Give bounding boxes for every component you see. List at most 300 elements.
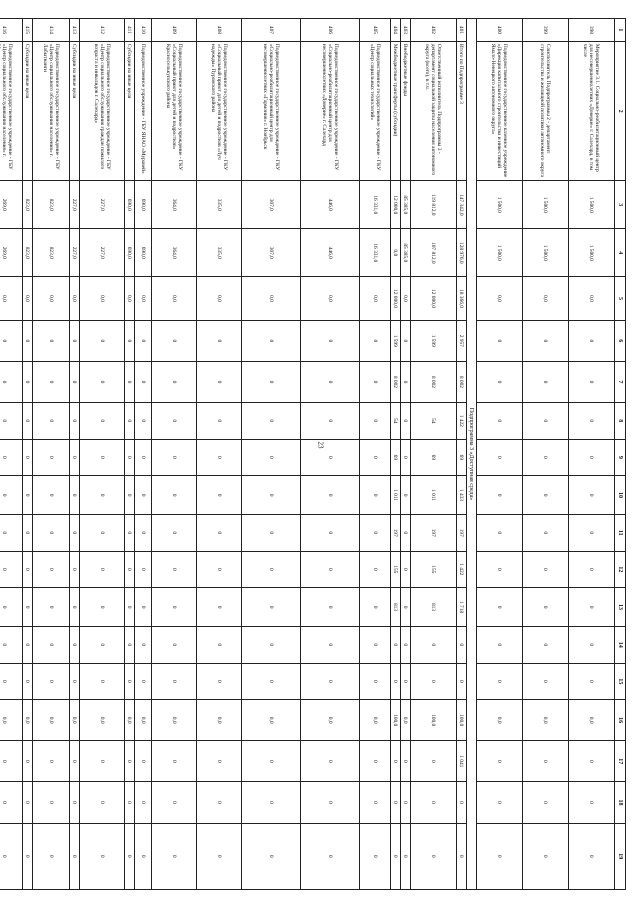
- table-cell: 0: [125, 663, 135, 700]
- row-name: Межбюджетные трансферты (субсидии): [391, 41, 401, 180]
- row-name: Подведомственное государственное казенное учреждение «Дирекция капитального строительства и инвестиций Ямало-Ненецкого автономного округа»: [477, 41, 523, 180]
- table-cell: 0: [477, 741, 523, 782]
- table-row: [135, 19, 152, 890]
- table-cell: 0: [33, 476, 70, 515]
- table-cell: 0: [23, 403, 33, 440]
- table-cell: 0: [125, 439, 135, 476]
- table-cell: 0: [301, 361, 360, 402]
- table-cell: 0: [569, 823, 615, 889]
- table-cell: 823,0: [23, 229, 33, 277]
- table-cell: 227,0: [80, 181, 125, 229]
- table-cell: 0,0: [391, 229, 401, 277]
- table-cell: 0: [33, 551, 70, 588]
- row-number: 413: [70, 19, 80, 42]
- table-cell: 0: [70, 588, 80, 627]
- table-cell: 0: [569, 361, 615, 402]
- column-number: 2: [615, 41, 626, 180]
- table-cell: 197: [457, 514, 467, 551]
- table-row: [401, 19, 411, 890]
- table-cell: 0: [0, 663, 23, 700]
- table-cell: 0: [23, 782, 33, 823]
- table-cell: 1 500,0: [523, 181, 569, 229]
- table-cell: 0: [197, 361, 242, 402]
- table-cell: 0: [135, 476, 152, 515]
- table-cell: 0: [152, 476, 197, 515]
- table-cell: 446,0: [301, 229, 360, 277]
- table-cell: 0: [477, 626, 523, 663]
- table-cell: 0: [457, 823, 467, 889]
- table-cell: 0: [401, 514, 411, 551]
- table-cell: 0: [135, 823, 152, 889]
- table-cell: 364,0: [152, 181, 197, 229]
- table-row: [70, 19, 80, 890]
- table-cell: 0: [23, 476, 33, 515]
- table-cell: 0,0: [301, 700, 360, 741]
- table-cell: 8 002: [411, 361, 457, 402]
- table-cell: 0: [360, 361, 391, 402]
- table-cell: 0: [401, 476, 411, 515]
- table-cell: 0: [80, 626, 125, 663]
- table-cell: 335,0: [197, 229, 242, 277]
- table-row: [23, 19, 33, 890]
- table-cell: 0: [70, 823, 80, 889]
- table-cell: 0: [569, 626, 615, 663]
- table-cell: 85 385,0: [401, 229, 411, 277]
- table-cell: 0: [457, 626, 467, 663]
- table-cell: 0: [197, 741, 242, 782]
- rotated-sheet: [1, 18, 626, 890]
- table-cell: 0: [477, 588, 523, 627]
- table-cell: 0: [33, 782, 70, 823]
- table-cell: 0,0: [0, 277, 23, 320]
- table-row: [523, 19, 569, 890]
- table-cell: 0: [135, 626, 152, 663]
- table-cell: 0: [0, 403, 23, 440]
- table-cell: 0,0: [569, 277, 615, 320]
- table-cell: 0: [301, 320, 360, 361]
- table-cell: 12 000,0: [411, 277, 457, 320]
- table-cell: 227,0: [70, 229, 80, 277]
- table-cell: 0: [197, 476, 242, 515]
- table-cell: 0: [152, 663, 197, 700]
- subprogram-title: Подпрограмма 3 «Доступная среда»: [467, 19, 477, 890]
- table-cell: 0: [242, 361, 301, 402]
- table-cell: 100,0: [457, 700, 467, 741]
- table-cell: 0,0: [33, 700, 70, 741]
- row-number: 414: [33, 19, 70, 42]
- table-cell: 197: [391, 514, 401, 551]
- table-cell: 813: [391, 588, 401, 627]
- row-number: 399: [523, 19, 569, 42]
- table-cell: 119 812,0: [411, 181, 457, 229]
- row-name: Субсидии на иные цели: [23, 41, 33, 180]
- row-name: Субсидии на иные цели: [125, 41, 135, 180]
- table-cell: 69: [411, 439, 457, 476]
- table-cell: 0: [152, 361, 197, 402]
- table-cell: 0: [401, 361, 411, 402]
- table-cell: 0: [401, 782, 411, 823]
- table-cell: 0: [523, 782, 569, 823]
- table-row: [411, 19, 457, 890]
- table-cell: 54: [391, 403, 401, 440]
- table-cell: 0: [401, 403, 411, 440]
- column-number: 16: [615, 700, 626, 741]
- table-cell: 0: [33, 741, 70, 782]
- table-cell: 0: [477, 439, 523, 476]
- column-number: 5: [615, 277, 626, 320]
- table-cell: 0: [197, 823, 242, 889]
- table-cell: 0: [242, 320, 301, 361]
- table-cell: 690,0: [125, 181, 135, 229]
- table-cell: 0: [152, 320, 197, 361]
- table-cell: 0: [152, 514, 197, 551]
- table-cell: 0: [360, 514, 391, 551]
- table-cell: 0: [23, 551, 33, 588]
- table-cell: 85 385,0: [401, 181, 411, 229]
- table-cell: 364,0: [152, 229, 197, 277]
- table-cell: 147 342,0: [457, 181, 467, 229]
- row-number: 404: [391, 19, 401, 42]
- table-cell: 813: [411, 588, 457, 627]
- table-cell: 0: [477, 823, 523, 889]
- table-cell: 0,0: [152, 277, 197, 320]
- table-cell: 0: [0, 626, 23, 663]
- table-cell: 0: [569, 439, 615, 476]
- table-cell: 54: [411, 403, 457, 440]
- table-cell: 0: [242, 551, 301, 588]
- table-cell: 446,0: [301, 181, 360, 229]
- table-cell: 0: [360, 782, 391, 823]
- row-number: 415: [23, 19, 33, 42]
- row-name: Подведомственное государственное учреждение - ГКУ «Центр социальных технологий»: [360, 41, 391, 180]
- table-cell: 0: [401, 320, 411, 361]
- table-cell: 0: [135, 782, 152, 823]
- table-cell: 12 000,0: [391, 181, 401, 229]
- table-cell: 0: [80, 439, 125, 476]
- table-cell: 0: [33, 626, 70, 663]
- table-cell: 0: [135, 361, 152, 402]
- table-cell: 0: [242, 626, 301, 663]
- table-row: [242, 19, 301, 890]
- table-cell: 0: [523, 741, 569, 782]
- table-cell: 1 599: [411, 320, 457, 361]
- table-cell: 0: [477, 514, 523, 551]
- table-cell: 0: [360, 823, 391, 889]
- table-cell: 0: [197, 626, 242, 663]
- table-cell: 0: [242, 741, 301, 782]
- table-cell: 0: [33, 361, 70, 402]
- table-cell: 0: [0, 361, 23, 402]
- table-cell: 0: [242, 663, 301, 700]
- table-cell: 0: [523, 476, 569, 515]
- table-cell: 0: [569, 476, 615, 515]
- table-cell: 0: [0, 551, 23, 588]
- table-cell: 823,0: [33, 181, 70, 229]
- table-row: [477, 19, 523, 890]
- table-cell: 0: [125, 320, 135, 361]
- table-cell: 0: [80, 741, 125, 782]
- table-cell: 18 366,0: [457, 277, 467, 320]
- row-number: 407: [242, 19, 301, 42]
- table-cell: 0: [197, 588, 242, 627]
- row-number: 408: [197, 19, 242, 42]
- row-name: Внебюджетные фонды: [401, 41, 411, 180]
- table-cell: 269,0: [0, 181, 23, 229]
- table-cell: 197: [411, 514, 457, 551]
- table-cell: 0: [242, 782, 301, 823]
- page-number: 23: [316, 441, 324, 449]
- table-cell: 0: [23, 741, 33, 782]
- row-number: 416: [0, 19, 23, 42]
- table-cell: 1 500,0: [569, 181, 615, 229]
- table-cell: 0,0: [523, 277, 569, 320]
- table-cell: 0: [477, 320, 523, 361]
- column-number: 7: [615, 361, 626, 402]
- table-cell: 0: [152, 782, 197, 823]
- table-cell: 0: [401, 626, 411, 663]
- table-cell: 0: [23, 663, 33, 700]
- table-cell: 0: [523, 439, 569, 476]
- table-cell: 8 002: [457, 361, 467, 402]
- table-row: [569, 19, 615, 890]
- table-cell: 690,0: [135, 181, 152, 229]
- table-cell: 16 331,0: [360, 229, 391, 277]
- table-cell: 0: [80, 403, 125, 440]
- table-cell: 0: [569, 551, 615, 588]
- table-row: [125, 19, 135, 890]
- table-cell: 0: [242, 439, 301, 476]
- table-cell: 0: [135, 439, 152, 476]
- table-cell: 0,0: [23, 700, 33, 741]
- row-name: Подведомственное учреждение - ГБУ ЯНАО «Муравей»: [135, 41, 152, 180]
- row-name: Субсидии на иные цели: [70, 41, 80, 180]
- table-cell: 0: [23, 361, 33, 402]
- table-cell: 0: [70, 320, 80, 361]
- table-row: [457, 19, 467, 890]
- table-cell: 0,0: [70, 700, 80, 741]
- table-cell: 0,0: [125, 700, 135, 741]
- table-cell: 690,0: [135, 229, 152, 277]
- table-cell: 227,0: [80, 229, 125, 277]
- table-cell: 0: [411, 823, 457, 889]
- table-cell: 0: [125, 782, 135, 823]
- table-cell: 0: [0, 476, 23, 515]
- table-cell: 0: [23, 823, 33, 889]
- table-cell: 0,0: [33, 277, 70, 320]
- column-number: 4: [615, 229, 626, 277]
- table-cell: 0,0: [569, 700, 615, 741]
- row-name: Подведомственное государственное учреждение - ГКУ «Социальный приют для детей и подростков «Луч надежды» Пуровского района: [197, 41, 242, 180]
- table-cell: 0: [401, 588, 411, 627]
- row-number: 410: [135, 19, 152, 42]
- table-cell: 0: [23, 514, 33, 551]
- table-cell: 2 957: [457, 320, 467, 361]
- table-cell: 1 500,0: [477, 229, 523, 277]
- table-cell: 0: [80, 823, 125, 889]
- table-cell: 0: [23, 626, 33, 663]
- table-cell: 0: [301, 439, 360, 476]
- table-cell: 69: [457, 439, 467, 476]
- table-cell: 0: [569, 741, 615, 782]
- column-number: 18: [615, 782, 626, 823]
- table-cell: 1 500,0: [523, 229, 569, 277]
- column-number: 11: [615, 514, 626, 551]
- table-cell: 0: [33, 439, 70, 476]
- row-number: 402: [411, 19, 457, 42]
- table-cell: 0: [23, 320, 33, 361]
- table-cell: 0: [523, 403, 569, 440]
- table-cell: 0: [0, 514, 23, 551]
- table-cell: 0: [242, 476, 301, 515]
- row-number: 403: [401, 19, 411, 42]
- row-name: Итого по Подпрограмме 3: [457, 41, 467, 180]
- table-cell: 0: [401, 439, 411, 476]
- table-cell: 0: [411, 626, 457, 663]
- table-cell: 0: [523, 514, 569, 551]
- table-cell: 0: [152, 403, 197, 440]
- table-cell: 0: [360, 476, 391, 515]
- table-cell: 1 011: [391, 476, 401, 515]
- table-row: [33, 19, 70, 890]
- table-cell: 0: [569, 514, 615, 551]
- table-cell: 0: [569, 320, 615, 361]
- table-cell: 0,0: [0, 700, 23, 741]
- rotated-content: [1, 18, 626, 890]
- table-cell: 0: [301, 626, 360, 663]
- table-cell: 0: [360, 320, 391, 361]
- row-number: 400: [477, 19, 523, 42]
- table-cell: 823,0: [23, 181, 33, 229]
- row-number: 401: [457, 19, 467, 42]
- table-row: [197, 19, 242, 890]
- column-number: 17: [615, 741, 626, 782]
- table-cell: 0,0: [477, 277, 523, 320]
- table-cell: 0: [401, 663, 411, 700]
- table-cell: 0: [125, 551, 135, 588]
- row-name: Ответственный исполнитель Подпрограммы 3 - департамент социальной защиты населения автономного округа (всего), в т.ч.: [411, 41, 457, 180]
- table-cell: 0: [80, 514, 125, 551]
- table-cell: 0: [197, 514, 242, 551]
- table-cell: 0: [360, 551, 391, 588]
- column-number: 3: [615, 181, 626, 229]
- table-cell: 155: [411, 551, 457, 588]
- column-number: 1: [615, 19, 626, 42]
- table-cell: 0,0: [401, 277, 411, 320]
- table-cell: 0: [33, 403, 70, 440]
- row-name: Подведомственное государственное учреждение - ГБУ «Центр социального обслуживания населения» г.: [0, 41, 23, 180]
- table-cell: 0: [135, 551, 152, 588]
- column-number: 12: [615, 551, 626, 588]
- table-cell: 8 002: [391, 361, 401, 402]
- table-cell: 0: [242, 588, 301, 627]
- table-cell: 0,0: [70, 277, 80, 320]
- table-cell: 0: [125, 741, 135, 782]
- table-cell: 0: [152, 439, 197, 476]
- table-cell: 0: [477, 403, 523, 440]
- table-cell: 0: [242, 514, 301, 551]
- table-cell: 0: [33, 663, 70, 700]
- table-cell: 16 331,0: [360, 181, 391, 229]
- column-number: 9: [615, 439, 626, 476]
- table-cell: 0: [523, 626, 569, 663]
- table-cell: 269,0: [0, 229, 23, 277]
- row-number: 406: [301, 19, 360, 42]
- table-cell: 100,0: [411, 700, 457, 741]
- table-cell: 0: [477, 476, 523, 515]
- table-cell: 0,0: [401, 700, 411, 741]
- table-cell: 0: [301, 741, 360, 782]
- table-cell: 0: [301, 588, 360, 627]
- table-cell: 0: [80, 663, 125, 700]
- table-cell: 0: [197, 782, 242, 823]
- table-cell: 0: [360, 439, 391, 476]
- table-row: [152, 19, 197, 890]
- table-cell: 0: [70, 663, 80, 700]
- table-cell: 0: [569, 403, 615, 440]
- table-cell: 0: [569, 663, 615, 700]
- table-cell: 0: [152, 551, 197, 588]
- table-cell: 0: [135, 514, 152, 551]
- table-cell: 307,0: [242, 181, 301, 229]
- table-cell: 0,0: [135, 700, 152, 741]
- table-cell: 0: [80, 476, 125, 515]
- table-cell: 69: [391, 439, 401, 476]
- table-cell: 128 976,0: [457, 229, 467, 277]
- table-cell: 0: [152, 626, 197, 663]
- table-cell: 0: [391, 663, 401, 700]
- table-cell: 0: [70, 439, 80, 476]
- table-cell: 0: [80, 320, 125, 361]
- table-row: [391, 19, 401, 890]
- table-cell: 0,0: [197, 700, 242, 741]
- table-cell: 0: [301, 663, 360, 700]
- table-cell: 0: [125, 361, 135, 402]
- column-number: 8: [615, 403, 626, 440]
- table-cell: 823,0: [33, 229, 70, 277]
- table-cell: 0: [80, 361, 125, 402]
- table-cell: 0: [197, 439, 242, 476]
- table-cell: 0: [360, 588, 391, 627]
- row-name: Подведомственное государственное учреждение - ГКУ «Социальный приют для детей и подростков» Красноселькупского района: [152, 41, 197, 180]
- table-cell: 0: [135, 588, 152, 627]
- row-number: 405: [360, 19, 391, 42]
- table-cell: 0: [80, 782, 125, 823]
- table-cell: 0: [477, 782, 523, 823]
- table-cell: 0: [70, 782, 80, 823]
- table-cell: 0,0: [301, 277, 360, 320]
- table-cell: 0: [125, 823, 135, 889]
- row-number: 411: [125, 19, 135, 42]
- table-cell: 0: [242, 403, 301, 440]
- table-cell: 0: [70, 551, 80, 588]
- table-cell: 0: [33, 823, 70, 889]
- table-cell: 0: [457, 663, 467, 700]
- column-number-header: [615, 19, 626, 890]
- table-cell: 335,0: [197, 181, 242, 229]
- table-cell: 0: [411, 741, 457, 782]
- table-cell: 12 000,0: [391, 277, 401, 320]
- table-cell: 0: [391, 741, 401, 782]
- table-cell: 0: [152, 741, 197, 782]
- budget-table: [0, 18, 626, 890]
- table-cell: 0,0: [135, 277, 152, 320]
- table-cell: 1 599: [391, 320, 401, 361]
- row-number: 409: [152, 19, 197, 42]
- table-cell: 0: [569, 782, 615, 823]
- table-cell: 0: [135, 663, 152, 700]
- table-cell: 0: [523, 551, 569, 588]
- row-number: 398: [569, 19, 615, 42]
